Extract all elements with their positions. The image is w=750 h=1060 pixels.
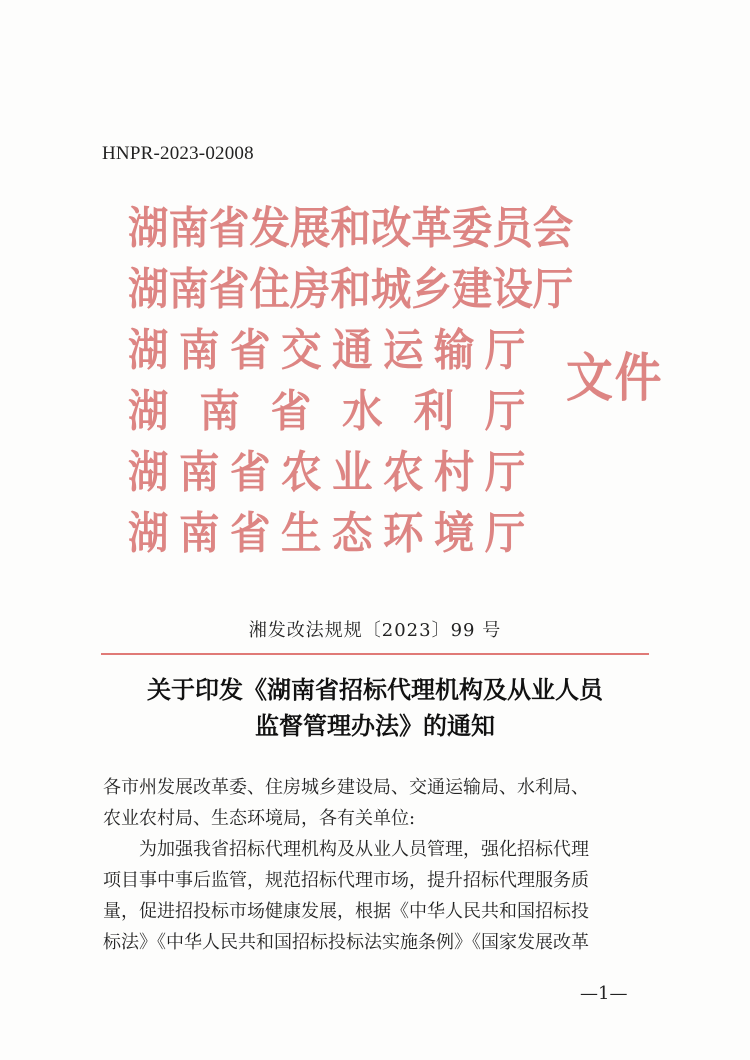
issuer-character: 南 (168, 264, 209, 315)
title-line-1: 关于印发《湖南省招标代理机构及从业人员 (147, 676, 603, 704)
issuer-character: 厅 (484, 386, 526, 437)
issuer-character: 员 (492, 203, 533, 254)
body-line: 各市州发展改革委、住房城乡建设局、交通运输局、水利局、 (103, 777, 589, 798)
issuer-character: 水 (342, 386, 383, 437)
issuer-character: 和 (330, 203, 371, 254)
issuer-line (128, 505, 525, 563)
issuer-character: 南 (168, 203, 209, 254)
body-line: 为加强我省招标代理机构及从业人员管理，强化招标代理 (139, 839, 589, 860)
issuer-character: 展 (289, 203, 331, 254)
issuer-character: 厅 (484, 325, 526, 376)
issuer-character: 农 (280, 447, 322, 498)
issuer-character: 省 (229, 447, 271, 498)
document-title (0, 672, 750, 744)
issuer-character: 省 (270, 386, 312, 437)
issuer-character: 发 (249, 203, 290, 254)
body-line: 农业农村局、生态环境局，各有关单位: (103, 808, 416, 829)
body-line: 项目事中事后监管，规范招标代理市场，提升招标代理服务质 (103, 870, 589, 891)
red-divider (101, 653, 649, 655)
issuer-character: 会 (532, 203, 574, 254)
issuer-character: 改 (370, 203, 412, 254)
issuer-character: 建 (451, 264, 493, 315)
issuer-character: 湖 (128, 508, 169, 559)
body-line: 量，促进招投标市场健康发展，根据《中华人民共和国招标投 (103, 901, 589, 922)
issuer-character: 住 (249, 264, 290, 315)
issuer-character: 生 (280, 508, 322, 559)
issuer-character: 省 (229, 508, 271, 559)
issuer-character: 南 (178, 508, 220, 559)
issuer-line (128, 261, 574, 319)
issuer-suffix: 文件 (566, 348, 664, 409)
issuer-character: 南 (199, 386, 240, 437)
issuer-character: 革 (411, 203, 452, 254)
issuer-character: 委 (451, 203, 493, 254)
issuer-character: 厅 (532, 264, 574, 315)
issuer-character: 利 (413, 386, 455, 437)
issuer-character: 态 (331, 508, 373, 559)
issuer-character: 设 (492, 264, 533, 315)
issuer-character: 湖 (128, 386, 169, 437)
issuer-character: 省 (208, 203, 250, 254)
issuer-character: 农 (382, 447, 424, 498)
document-body (103, 772, 655, 958)
issuer-character: 厅 (484, 508, 526, 559)
document-id: HNPR-2023-02008 (102, 143, 254, 164)
issuer-character: 湖 (128, 447, 169, 498)
issuer-block (128, 200, 574, 566)
issuer-line (128, 444, 525, 502)
page-number: —1— (580, 983, 628, 1004)
issuer-line (128, 322, 525, 380)
issuer-character: 输 (433, 325, 475, 376)
issuer-character: 境 (433, 508, 475, 559)
issuer-character: 通 (331, 325, 373, 376)
issuer-character: 房 (289, 264, 331, 315)
issuer-character: 业 (331, 447, 373, 498)
issuer-line (128, 383, 525, 441)
issuer-line (128, 200, 574, 258)
issuer-character: 交 (280, 325, 322, 376)
issuer-character: 厅 (484, 447, 526, 498)
issuer-character: 湖 (128, 325, 169, 376)
issuer-character: 村 (433, 447, 475, 498)
issuer-character: 南 (178, 325, 220, 376)
issuer-character: 环 (382, 508, 424, 559)
issuer-character: 城 (370, 264, 412, 315)
issuer-character: 和 (330, 264, 371, 315)
issuer-character: 乡 (411, 264, 452, 315)
issuer-character: 运 (382, 325, 424, 376)
body-line: 标法》《中华人民共和国招标投标法实施条例》《国家发展改革 (103, 932, 589, 953)
document-number: 湘发改法规规〔2023〕99 号 (248, 620, 502, 641)
issuer-character: 省 (208, 264, 250, 315)
issuer-character: 湖 (128, 264, 169, 315)
title-line-2: 监督管理办法》的通知 (255, 712, 495, 740)
issuer-character: 南 (178, 447, 220, 498)
issuer-character: 省 (229, 325, 271, 376)
issuer-character: 湖 (128, 203, 169, 254)
